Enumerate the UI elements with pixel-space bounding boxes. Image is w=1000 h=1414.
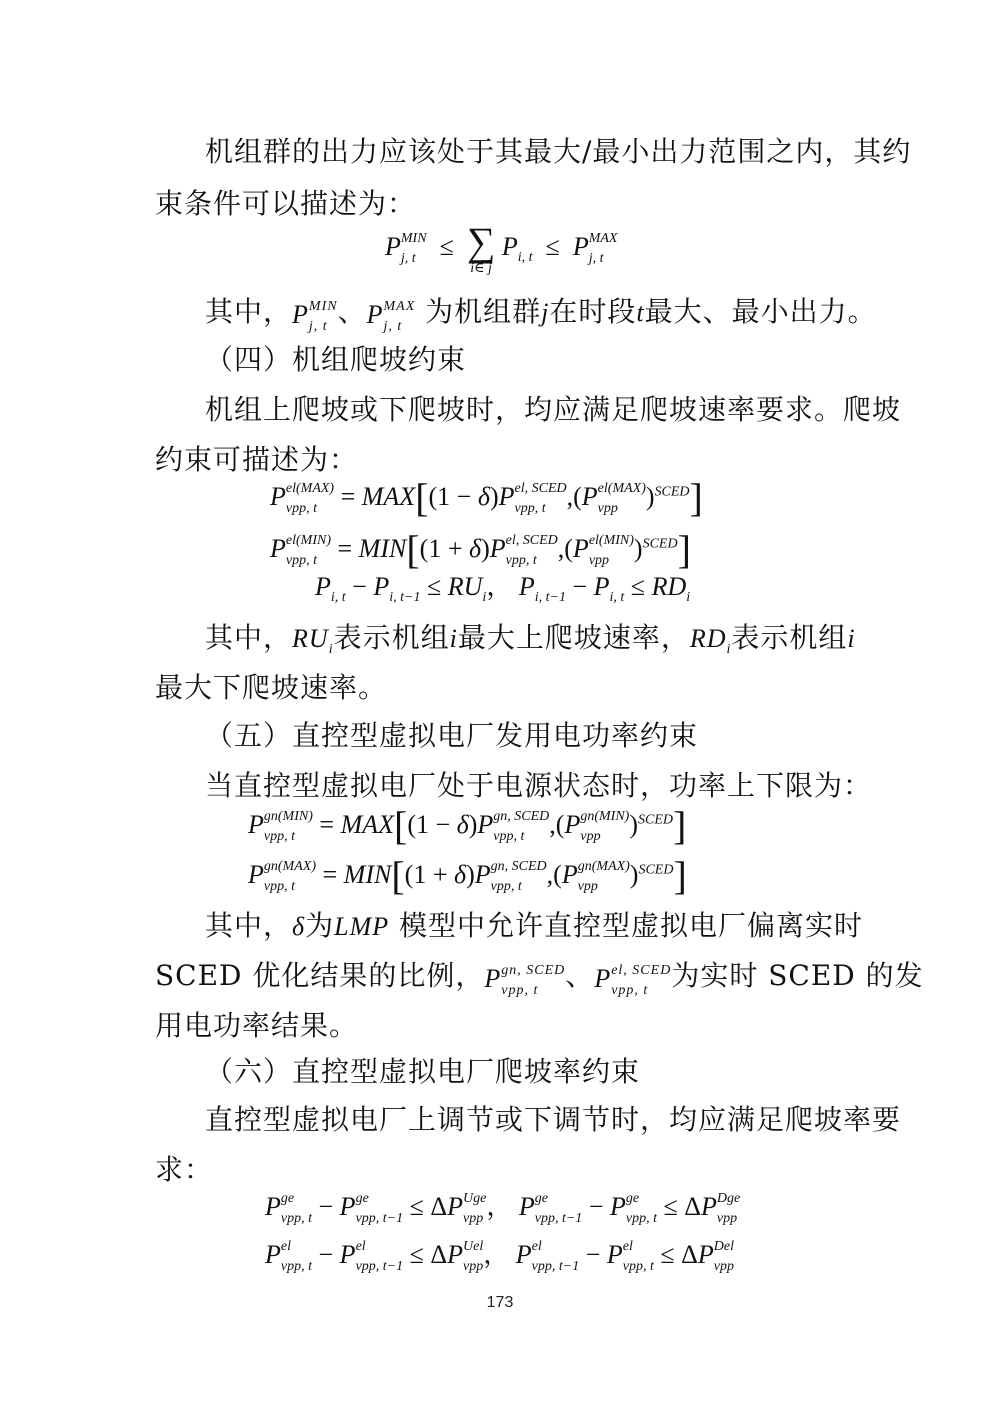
heading-section-4: （四）机组爬坡约束	[205, 343, 467, 376]
formula-gen-min: P gn(MAX) vpp, t = MIN[(1 + δ)P gn, SCED vpp, t ,(P gn(MAX) vpp )$^{SCED}$]	[248, 853, 687, 898]
formula-ramp-min: P el(MIN) vpp, t = MIN[(1 + δ)P el, SCED vpp, t ,(P el(MIN) vpp )$^{SCED}$]	[270, 527, 691, 572]
symbol-p-gn-sced: P gn, SCED vpp, t	[484, 963, 566, 999]
para4-text2: 最大上爬坡速率，	[457, 621, 690, 654]
para4-line1	[205, 621, 856, 658]
formula-ramp-rates: $P_{i, t} - P_{i, t-1} \le RU_i$， $P_{i, t-1} - P_{i, t} \le RD_i$	[315, 572, 691, 606]
symbol-delta: δ	[292, 912, 306, 941]
heading-section-6: （六）直控型虚拟电厂爬坡率约束	[205, 1055, 641, 1088]
symbol-p-min: P MIN j, t	[292, 299, 338, 335]
formula-group-output-range: P MIN j, t ≤ ∑ i∈ j $P_{i, t} \le P$ MAX j, t	[385, 219, 618, 276]
symbol-lmp: LMP	[334, 912, 390, 941]
para4-text3: 表示机组	[731, 621, 848, 654]
para6-line2b: 为实时 SCED 的发	[671, 959, 924, 992]
symbol-i: i	[449, 624, 458, 653]
symbol-rd: $RD_i$	[689, 624, 732, 658]
para2-suffix: 为机组群	[425, 295, 542, 328]
para2-mid: 在时段	[549, 295, 637, 328]
symbol-t: t	[636, 298, 645, 327]
para6-line2a: SCED 优化结果的比例，	[155, 959, 485, 992]
para3-line2: 约束可描述为：	[155, 443, 359, 476]
para6-prefix: 其中，	[205, 909, 293, 942]
para6-line3: 用电功率结果。	[155, 1009, 359, 1042]
para2-prefix: 其中，	[205, 295, 293, 328]
heading-section-5: （五）直控型虚拟电厂发用电功率约束	[205, 719, 699, 752]
para1-line2: 束条件可以描述为：	[155, 187, 417, 220]
para6-sep: 、	[565, 959, 595, 992]
para7-line2: 求：	[155, 1153, 214, 1186]
para1-line1: 机组群的出力应该处于其最大/最小出力范围之内，其约	[205, 135, 912, 168]
formula-ramp-max: P el(MAX) vpp, t = MAX[(1 − δ)P el, SCED vpp, t ,(P el(MAX) vpp )$^{SCED}$]	[270, 475, 703, 520]
para7-line1: 直控型虚拟电厂上调节或下调节时，均应满足爬坡率要	[205, 1103, 902, 1136]
para4-prefix: 其中，	[205, 621, 293, 654]
page-number: 173	[486, 1294, 514, 1311]
para2-line	[205, 295, 877, 335]
symbol-i-2: i	[847, 624, 856, 653]
para5-line: 当直控型虚拟电厂处于电源状态时，功率上下限为：	[205, 769, 873, 802]
symbol-p-max: P MAX j, t	[366, 299, 416, 335]
para4-line2: 最大下爬坡速率。	[155, 671, 388, 704]
para6-text1: 为	[305, 909, 335, 942]
formula-gen-max: P gn(MIN) vpp, t = MAX[(1 − δ)P gn, SCED vpp, t ,(P gn(MIN) vpp )$^{SCED}$]	[248, 803, 687, 848]
para6-line1	[205, 909, 864, 942]
para6-line2	[155, 959, 924, 999]
para3-line1: 机组上爬坡或下爬坡时，均应满足爬坡速率要求。爬坡	[205, 393, 902, 426]
para2-sep: 、	[337, 295, 367, 328]
para4-text1: 表示机组	[333, 621, 450, 654]
symbol-ru: $RU_i$	[292, 624, 334, 658]
formula-vpp-ramp-el: P el vpp, t − P el vpp, t−1 ≤ ΔP Uel vpp ， P el vpp, t−1 − P el vpp, t ≤ ΔP Del vpp	[265, 1239, 734, 1274]
symbol-j: j	[541, 298, 550, 327]
formula-vpp-ramp-ge: P ge vpp, t − P ge vpp, t−1 ≤ ΔP Uge vpp ， P ge vpp, t−1 − P ge vpp, t ≤ ΔP Dge vpp	[265, 1191, 741, 1226]
symbol-p-el-sced: P el, SCED vpp, t	[594, 963, 672, 999]
para2-tail: 最大、最小出力。	[644, 295, 877, 328]
para6-text2: 模型中允许直控型虚拟电厂偏离实时	[399, 909, 864, 942]
